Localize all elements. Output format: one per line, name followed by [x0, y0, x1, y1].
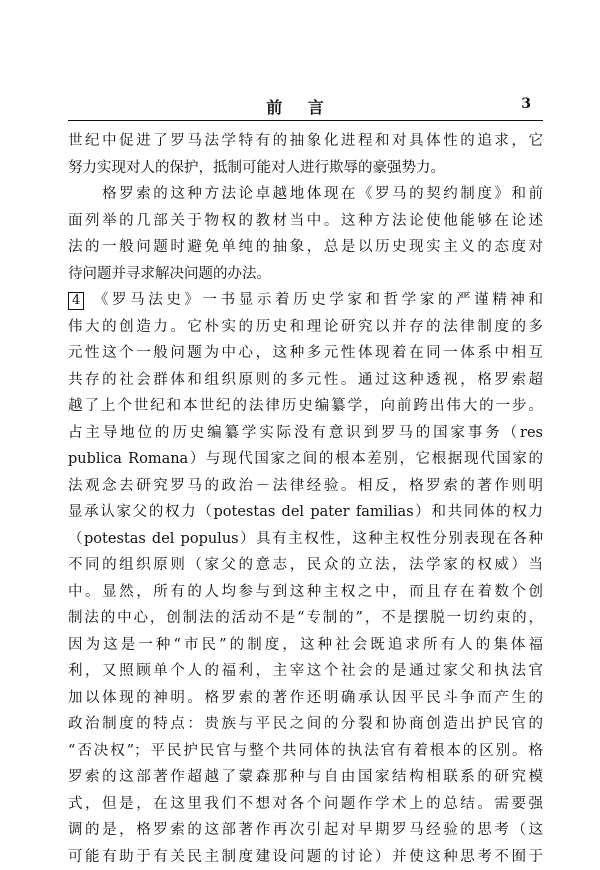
page-number: 3 [521, 96, 531, 112]
text-line: 制法的中心，创制法的活动不是“专制的”，不是摆脱一切约束的， [68, 605, 543, 632]
text-line: 因为这是一种“市民”的制度，这种社会既追求所有人的集体福 [68, 632, 543, 659]
text-line: 待问题并寻求解决问题的办法。 [68, 261, 543, 288]
text-line: 罗索的这部著作超越了蒙森那种与自由国家结构相联系的研究模 [68, 764, 543, 791]
header-rule [68, 120, 543, 121]
paragraph [68, 128, 543, 181]
paragraph [68, 287, 543, 870]
text-line: 伟大的创造力。它朴实的历史和理论研究以并存的法律制度的多 [68, 314, 543, 341]
text-line: 元性这个一般问题为中心，这种多元性体现着在同一体系中相互 [68, 340, 543, 367]
text-line: 世纪中促进了罗马法学特有的抽象化进程和对具体性的追求，它 [68, 128, 543, 155]
text-line: 政治制度的特点：贵族与平民之间的分裂和协商创造出护民官的 [68, 711, 543, 738]
text-line: 中。显然，所有的人均参与到这种主权之中，而且存在着数个创 [68, 579, 543, 606]
text-line: 格罗索的这种方法论卓越地体现在《罗马的契约制度》和前 [68, 181, 543, 208]
paragraph-number-box: 4 [68, 292, 84, 310]
text-line: publica Romana）与现代国家之间的根本差别，它根据现代国家的 [68, 446, 543, 473]
text-line: 越了上个世纪和本世纪的法律历史编纂学，向前跨出伟大的一步。 [68, 393, 543, 420]
text-line: 不同的组织原则（家父的意志，民众的立法，法学家的权威）当 [68, 552, 543, 579]
body-text [68, 128, 543, 870]
text-line [68, 287, 543, 314]
text-line: （potestas del populus）具有主权性，这种主权性分别表现在各种 [68, 526, 543, 553]
text-line: 加以体现的神明。格罗索的著作还明确承认因平民斗争而产生的 [68, 685, 543, 712]
text-line: 法观念去研究罗马的政治－法律经验。相反，格罗索的著作则明 [68, 473, 543, 500]
text-line: 式，但是，在这里我们不想对各个问题作学术上的总结。需要强 [68, 791, 543, 818]
text-line: 占主导地位的历史编纂学实际没有意识到罗马的国家事务（res [68, 420, 543, 447]
paragraph [68, 181, 543, 287]
text-line: 共存的社会群体和组织原则的多元性。通过这种透视，格罗索超 [68, 367, 543, 394]
text-line: 调的是，格罗索的这部著作再次引起对早期罗马经验的思考（这 [68, 817, 543, 844]
text-line: 可能有助于有关民主制度建设问题的讨论）并使这种思考不囿于 [68, 844, 543, 870]
text-line: 面列举的几部关于物权的教材当中。这种方法论使他能够在论述 [68, 208, 543, 235]
text-line-content: 《罗马法史》一书显示着历史学家和哲学家的严谨精神和 [90, 292, 543, 308]
text-line: 法的一般问题时避免单纯的抽象，总是以历史现实主义的态度对 [68, 234, 543, 261]
text-line: “否决权”；平民护民官与整个共同体的执法官有着根本的区别。格 [68, 738, 543, 765]
text-line: 显承认家父的权力（potestas del pater familias）和共同体的权力 [68, 499, 543, 526]
running-header-title: 前 言 [0, 95, 600, 118]
text-line: 利，又照顾单个人的福利，主宰这个社会的是通过家父和执法官 [68, 658, 543, 685]
text-line: 努力实现对人的保护，抵制可能对人进行欺辱的豪强势力。 [68, 155, 543, 182]
